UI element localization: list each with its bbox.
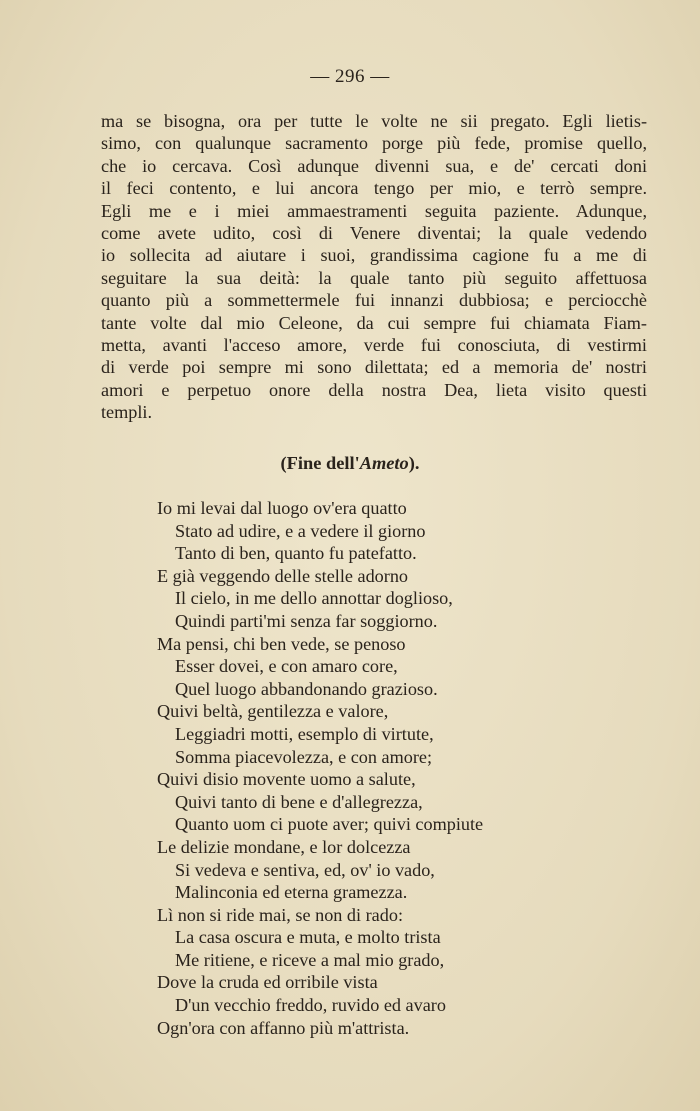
poem-verse: Ma pensi, chi ben vede, se penoso bbox=[157, 633, 406, 654]
prose-line: metta, avanti l'acceso amore, verde fui conosciuta, di vestirmi bbox=[101, 334, 647, 355]
poem-verse: Somma piacevolezza, e con amore; bbox=[175, 746, 433, 767]
poem-verse: Quivi tanto di bene e d'allegrezza, bbox=[175, 791, 423, 812]
prose-paragraph bbox=[101, 110, 647, 423]
page-number: — 296 — bbox=[310, 66, 390, 87]
poem-verse: Malinconia ed eterna gramezza. bbox=[175, 882, 408, 903]
end-title-prefix: (Fine dell' bbox=[280, 453, 360, 473]
prose-line: come avete udito, così di Venere diventai; la quale vedendo bbox=[101, 222, 647, 243]
end-title-suffix: ). bbox=[408, 453, 420, 473]
poem bbox=[157, 497, 483, 1039]
poem-verse: Dove la cruda ed orribile vista bbox=[157, 972, 378, 993]
poem-verse: E già veggendo delle stelle adorno bbox=[157, 565, 409, 586]
end-title bbox=[0, 453, 700, 474]
poem-verse: Quivi beltà, gentilezza e valore, bbox=[157, 701, 389, 722]
poem-verse: Tanto di ben, quanto fu patefatto. bbox=[175, 543, 417, 564]
poem-verse: Stato ad udire, e a vedere il giorno bbox=[175, 520, 426, 541]
poem-verse: Lì non si ride mai, se non di rado: bbox=[157, 904, 403, 925]
prose-line: simo, con qualunque sacramento porge più fede, promise quello, bbox=[101, 133, 647, 154]
poem-verse: D'un vecchio freddo, ruvido ed avaro bbox=[175, 995, 446, 1016]
prose-line: di verde poi sempre mi sono dilettata; ed a memoria de' nostri bbox=[101, 357, 647, 378]
prose-line: amori e perpetuo onore della nostra Dea, lieta visito questi bbox=[101, 379, 647, 400]
prose-line: tante volte dal mio Celeone, da cui sempre fui chiamata Fiam- bbox=[101, 312, 647, 333]
poem-verse: Si vedeva e sentiva, ed, ov' io vado, bbox=[175, 859, 435, 880]
prose-line: seguitare la sua deità: la quale tanto più seguito affettuosa bbox=[101, 267, 647, 288]
prose-line: ma se bisogna, ora per tutte le volte ne sii pregato. Egli lietis- bbox=[101, 111, 647, 131]
poem-verse: Leggiadri motti, esemplo di virtute, bbox=[175, 723, 434, 744]
prose-line: quanto più a sommettermele fui innanzi dubbiosa; e perciocchè bbox=[101, 290, 647, 311]
poem-verse: Quel luogo abbandonando grazioso. bbox=[175, 678, 438, 699]
poem-verse: Le delizie mondane, e lor dolcezza bbox=[157, 836, 411, 857]
poem-verse: Ogn'ora con affanno più m'attrista. bbox=[157, 1017, 410, 1038]
poem-verse: Quindi parti'mi senza far soggiorno. bbox=[175, 610, 438, 631]
poem-verse: Me ritiene, e riceve a mal mio grado, bbox=[175, 949, 445, 970]
poem-verse: Quivi disio movente uomo a salute, bbox=[157, 769, 416, 790]
prose-line: io sollecita ad aiutare i suoi, grandissima cagione fu a me di bbox=[101, 245, 647, 266]
end-title-work: Ameto bbox=[359, 453, 409, 473]
poem-verse: Esser dovei, e con amaro core, bbox=[175, 656, 398, 677]
prose-line: Egli me e i miei ammaestramenti seguita paziente. Adunque, bbox=[101, 200, 647, 221]
poem-verse: La casa oscura e muta, e molto trista bbox=[175, 927, 441, 948]
prose-line: che io cercava. Così adunque divenni sua, e de' cercati doni bbox=[101, 155, 647, 176]
poem-verse: Quanto uom ci puote aver; quivi compiute bbox=[175, 814, 484, 835]
poem-verse: Io mi levai dal luogo ov'era quatto bbox=[157, 498, 407, 518]
prose-line: il feci contento, e lui ancora tengo per mio, e terrò sempre. bbox=[101, 178, 647, 199]
poem-verse: Il cielo, in me dello annottar doglioso, bbox=[175, 588, 453, 609]
prose-line: templi. bbox=[101, 402, 153, 423]
